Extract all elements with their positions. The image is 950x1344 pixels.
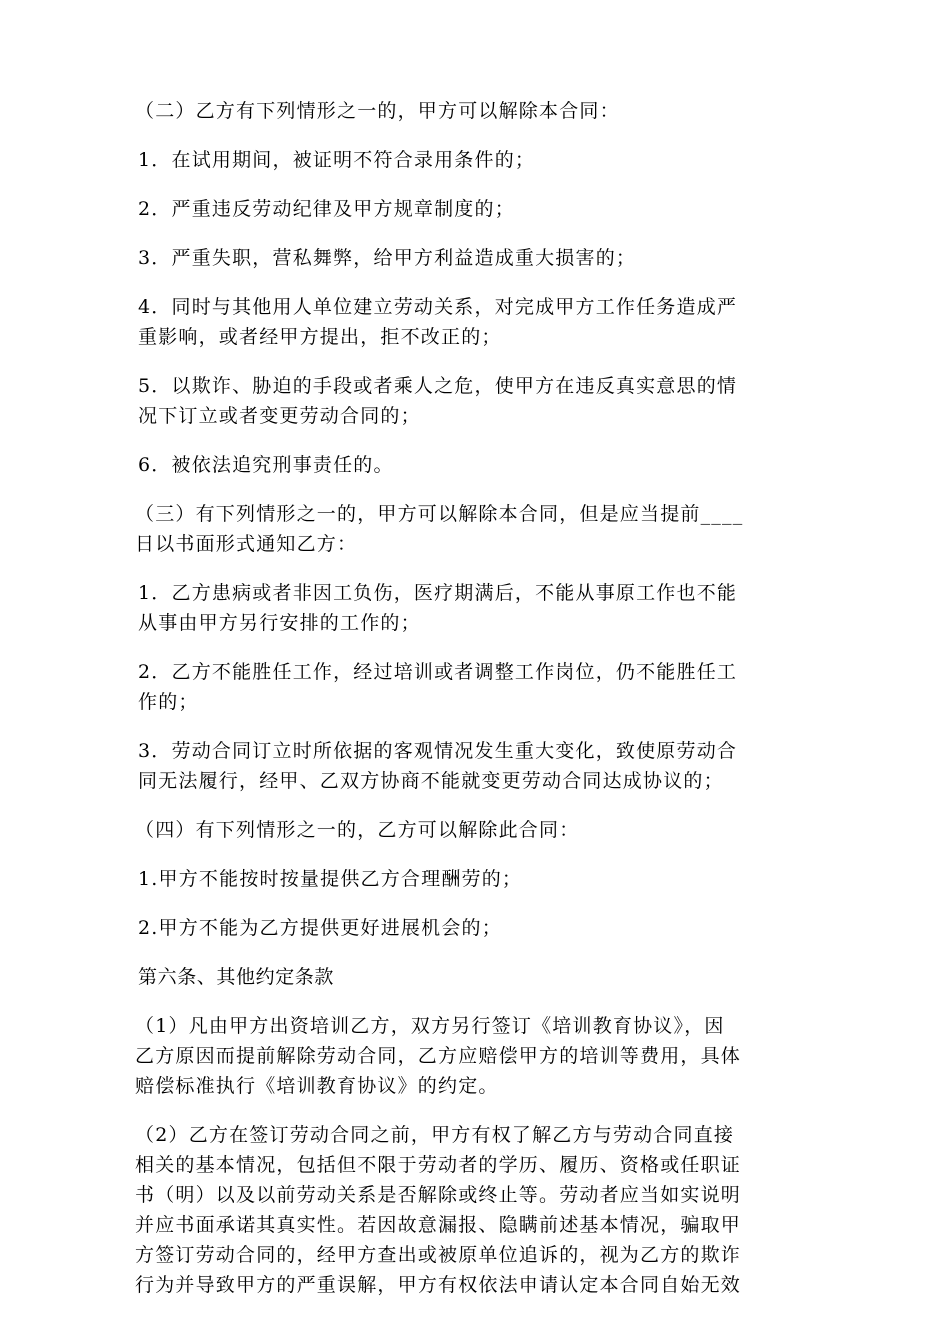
text-line: 乙方原因而提前解除劳动合同，乙方应赔偿甲方的培训等费用，具体 — [135, 1045, 742, 1067]
text-line: 5．以欺诈、胁迫的手段或者乘人之危，使甲方在违反真实意思的情 — [138, 375, 738, 397]
text-line: 3．严重失职，营私舞弊，给甲方利益造成重大损害的； — [138, 247, 637, 269]
paragraph-item — [138, 145, 818, 175]
paragraph-clause-2b — [135, 1120, 818, 1300]
text-line: （三）有下列情形之一的，甲方可以解除本合同，但是应当提前____ — [135, 503, 744, 525]
text-line: （二）乙方有下列情形之一的，甲方可以解除本合同： — [135, 100, 620, 122]
text-line: 1．在试用期间，被证明不符合录用条件的； — [138, 149, 536, 171]
text-line: 重影响，或者经甲方提出，拒不改正的； — [138, 326, 502, 348]
text-line: 1．乙方患病或者非因工负伤，医疗期满后，不能从事原工作也不能 — [138, 582, 738, 604]
paragraph-item — [138, 243, 818, 273]
text-line: 行为并导致甲方的严重误解，甲方有权依法申请认定本合同自始无效 — [135, 1274, 742, 1296]
text-line: 6．被依法追究刑事责任的。 — [138, 454, 394, 476]
text-line: 同无法履行，经甲、乙双方协商不能就变更劳动合同达成协议的； — [138, 770, 724, 792]
paragraph-item — [138, 292, 818, 352]
text-line: 2．乙方不能胜任工作，经过培训或者调整工作岗位，仍不能胜任工 — [138, 661, 738, 683]
text-line: 作的； — [138, 691, 199, 713]
paragraph-item — [138, 450, 818, 480]
paragraph-item — [138, 913, 818, 943]
paragraph-clause-1 — [135, 1011, 818, 1101]
text-line: 况下订立或者变更劳动合同的； — [138, 405, 421, 427]
text-line: 1.甲方不能按时按量提供乙方合理酬劳的； — [138, 868, 523, 890]
paragraph-item — [138, 371, 818, 431]
paragraph-item — [138, 578, 818, 638]
text-line: 日以书面形式通知乙方： — [135, 533, 358, 555]
paragraph-clause-2 — [135, 96, 818, 126]
text-line: 从事由甲方另行安排的工作的； — [138, 612, 421, 634]
section-heading-article-6 — [138, 962, 818, 992]
document-page — [135, 96, 818, 1319]
text-line: 4．同时与其他用人单位建立劳动关系，对完成甲方工作任务造成严 — [138, 296, 738, 318]
text-line: 2.甲方不能为乙方提供更好进展机会的； — [138, 917, 502, 939]
text-line: （四）有下列情形之一的，乙方可以解除此合同： — [135, 819, 580, 841]
paragraph-clause-4 — [135, 815, 818, 845]
text-line: 相关的基本情况，包括但不限于劳动者的学历、履历、资格或任职证 — [135, 1154, 742, 1176]
text-line: 并应书面承诺其真实性。若因故意漏报、隐瞒前述基本情况，骗取甲 — [135, 1214, 742, 1236]
text-line: 第六条、其他约定条款 — [138, 966, 335, 988]
paragraph-clause-3 — [135, 499, 818, 559]
text-line: 方签订劳动合同的，经甲方查出或被原单位追诉的，视为乙方的欺诈 — [135, 1244, 742, 1266]
text-line: （2）乙方在签订劳动合同之前，甲方有权了解乙方与劳动合同直接 — [135, 1124, 735, 1146]
text-line: 3．劳动合同订立时所依据的客观情况发生重大变化，致使原劳动合 — [138, 740, 738, 762]
text-line: 赔偿标准执行《培训教育协议》的约定。 — [135, 1075, 499, 1097]
text-line: （1）凡由甲方出资培训乙方，双方另行签订《培训教育协议》，因 — [135, 1015, 725, 1037]
paragraph-item — [138, 864, 818, 894]
text-line: 书（明）以及以前劳动关系是否解除或终止等。劳动者应当如实说明 — [135, 1184, 742, 1206]
paragraph-item — [138, 194, 818, 224]
text-line: 2．严重违反劳动纪律及甲方规章制度的； — [138, 198, 515, 220]
paragraph-item — [138, 657, 818, 717]
paragraph-item — [138, 736, 818, 796]
